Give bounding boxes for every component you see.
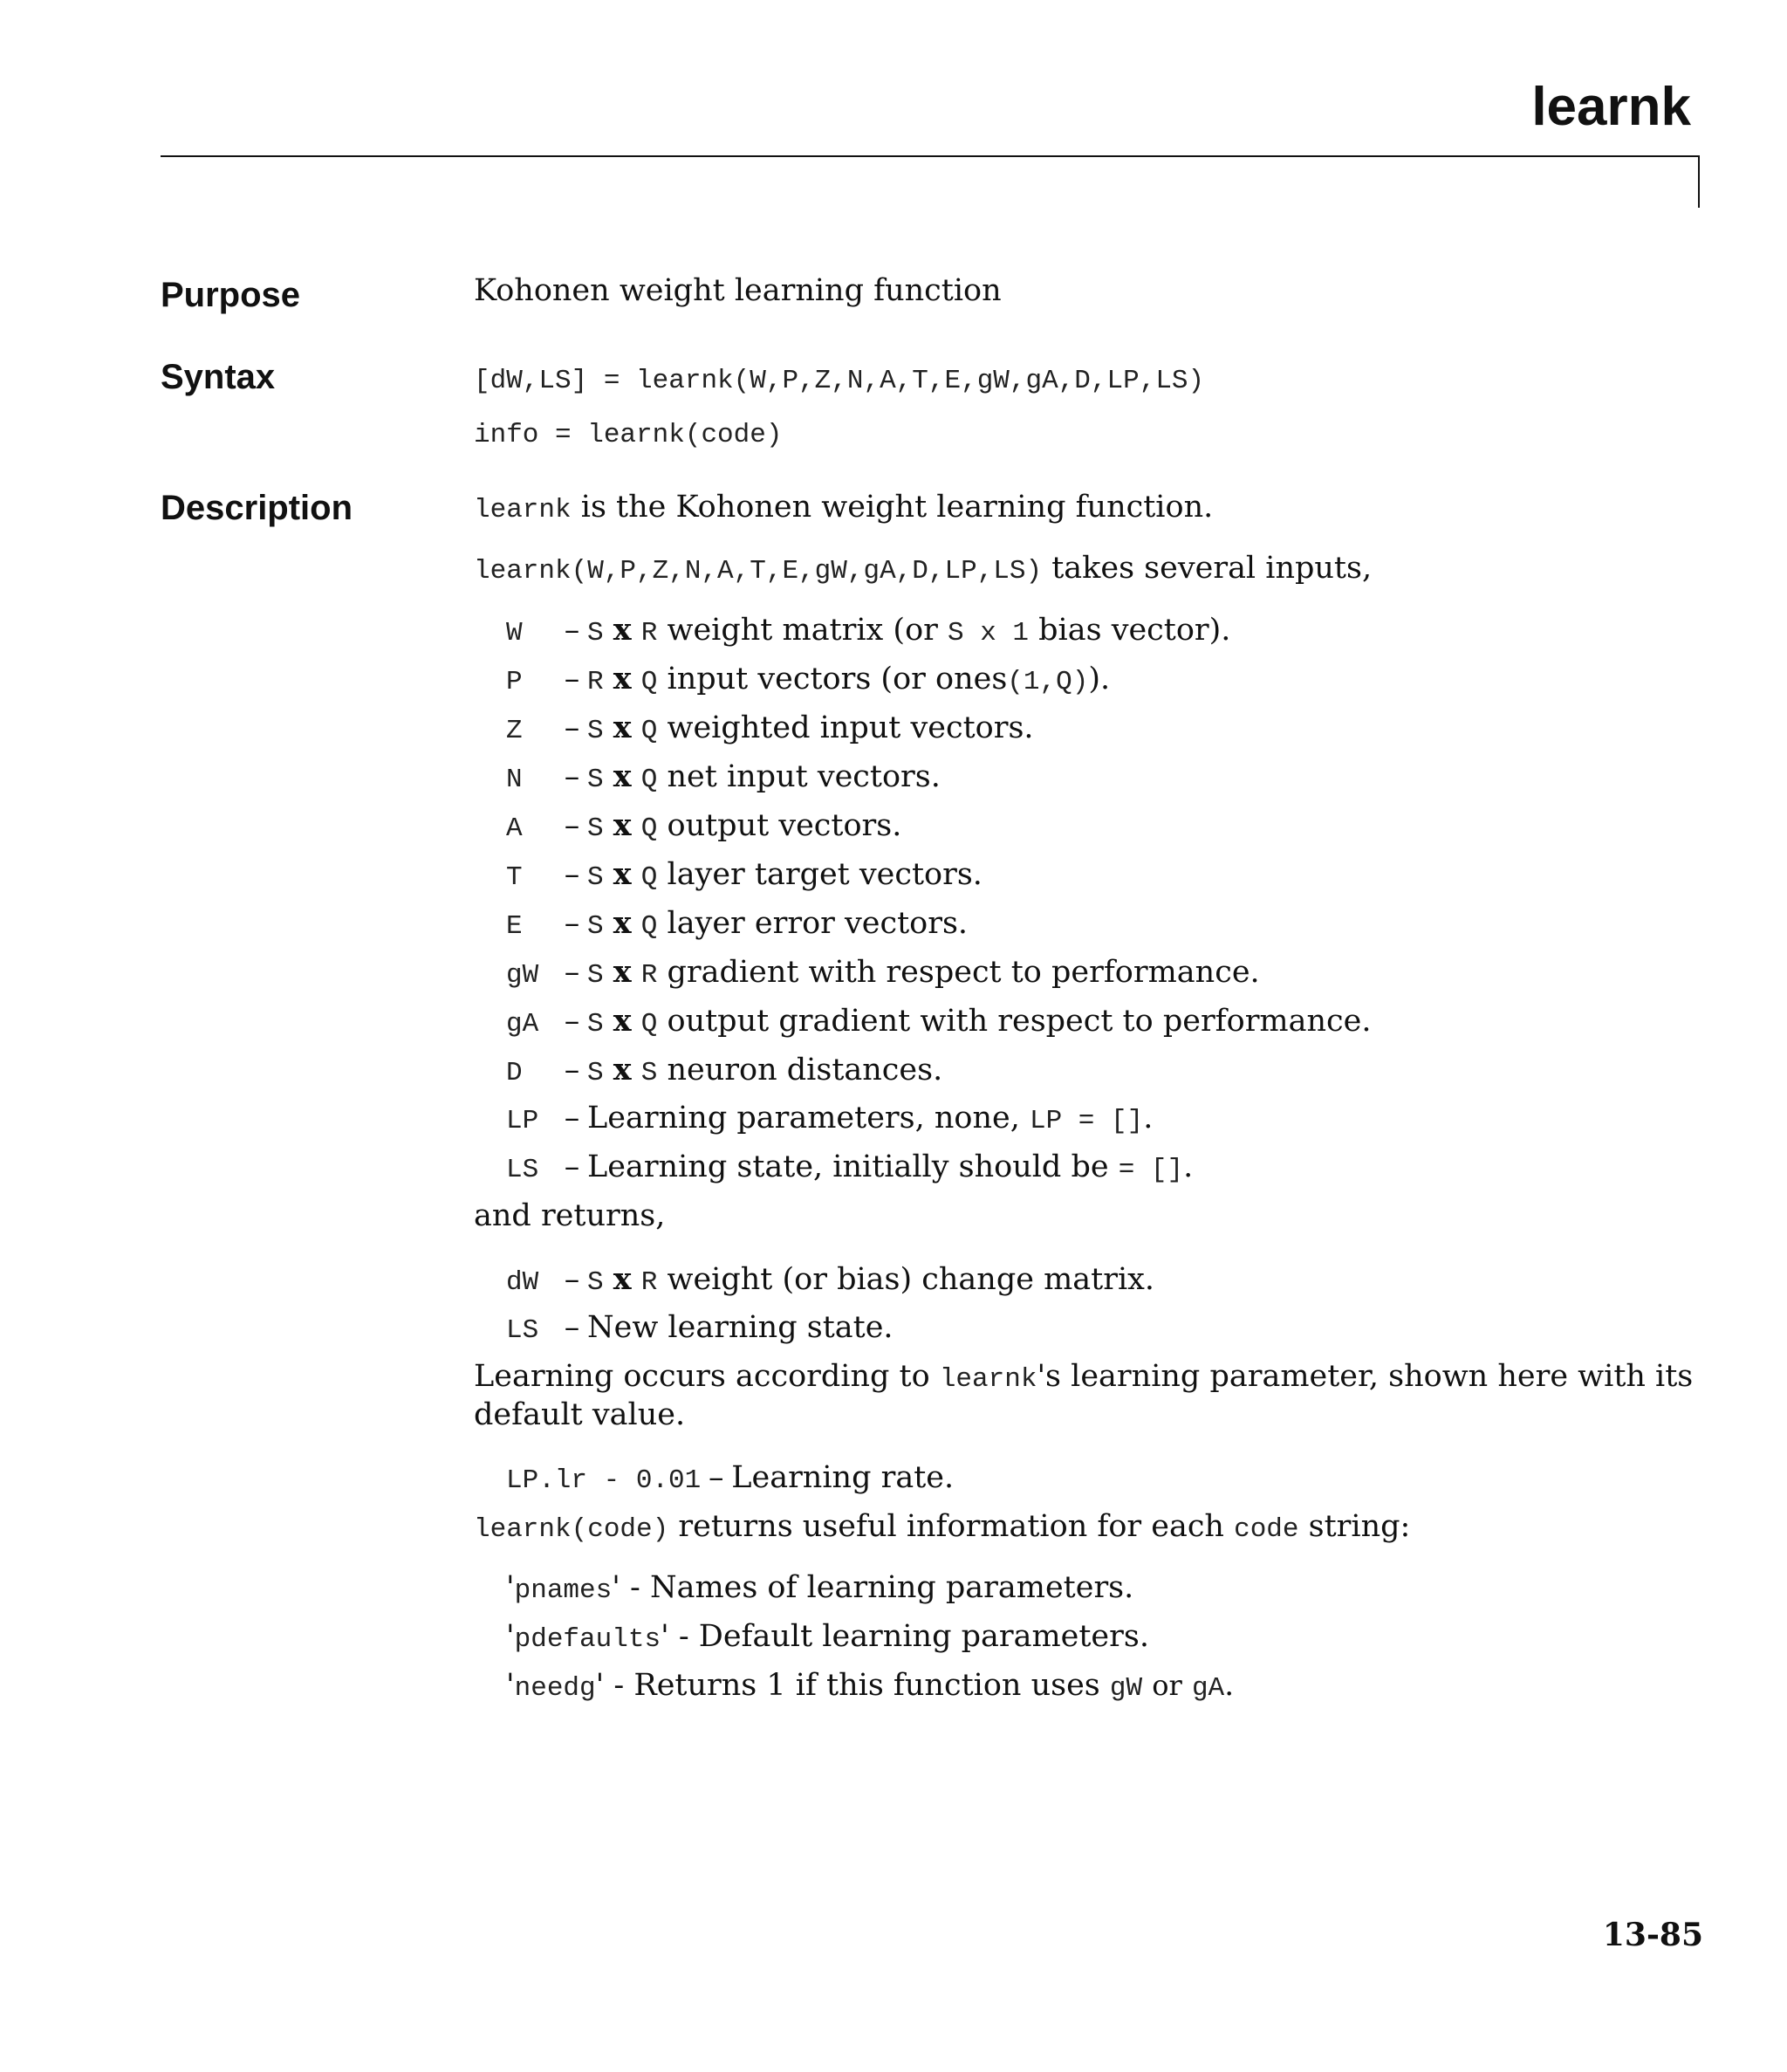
dim-a: S <box>587 618 604 648</box>
param-desc: net input vectors. <box>657 759 941 794</box>
dim-b: Q <box>640 1009 658 1039</box>
description-intro <box>474 489 1213 528</box>
dim-b: Q <box>640 765 658 795</box>
dim-a: S <box>587 960 604 991</box>
param-desc: Learning state, initially should be <box>587 1149 1119 1184</box>
dim-a: S <box>587 1009 604 1039</box>
input-item-t: T – S x Q layer target vectors. <box>506 855 983 895</box>
inline-code: learnk <box>474 495 572 525</box>
param-desc: layer target vectors. <box>657 857 983 892</box>
inline-code: learnk <box>939 1364 1037 1395</box>
inline-code: learnk(W,P,Z,N,A,T,E,gW,gA,D,LP,LS) <box>474 556 1043 587</box>
input-item-a: A – S x Q output vectors. <box>506 806 901 847</box>
dim-a: S <box>587 1267 604 1298</box>
option-text-end: . <box>1224 1668 1235 1703</box>
param-name: Z <box>506 716 523 746</box>
dim-b: R <box>640 618 658 648</box>
purpose-text: Kohonen weight learning function <box>474 273 1002 308</box>
learning-text: 's learning parameter, shown here with its <box>1037 1359 1694 1394</box>
inline-code: code <box>1234 1514 1299 1545</box>
dim-b: R <box>640 960 658 991</box>
inline-code: LP.lr - 0.01 <box>506 1465 702 1496</box>
dim-a: S <box>587 1058 604 1088</box>
inline-code: LP = [] <box>1029 1106 1144 1136</box>
option-code: pdefaults <box>514 1624 661 1655</box>
code-call-text: returns useful information for each <box>668 1509 1235 1544</box>
learning-text: Learning occurs according to <box>474 1359 940 1394</box>
param-desc: weight matrix (or <box>657 613 948 648</box>
param-name: W <box>506 618 523 648</box>
option-text: - Default learning parameters. <box>668 1619 1149 1654</box>
input-item-d: D – S x S neuron distances. <box>506 1051 942 1091</box>
input-item-ga: gA – S x Q output gradient with respect to performance. <box>506 1002 1371 1042</box>
intro-text: is the Kohonen weight learning function. <box>571 490 1214 525</box>
param-desc: output gradient with respect to performance. <box>657 1004 1372 1039</box>
code-call-text: string: <box>1298 1509 1411 1544</box>
param-desc: weighted input vectors. <box>657 710 1034 745</box>
output-item-dw: dW – S x R weight (or bias) change matrix. <box>506 1260 1154 1300</box>
header-rule-corner <box>1698 155 1700 208</box>
dim-b: Q <box>640 862 658 893</box>
option-code: needg <box>514 1673 596 1704</box>
inline-code: (1,Q) <box>1007 667 1089 697</box>
param-name: T <box>506 862 523 893</box>
param-name: LP <box>506 1106 539 1136</box>
param-desc-end: . <box>1143 1101 1154 1135</box>
param-desc: layer error vectors. <box>657 906 969 941</box>
param-desc: neuron distances. <box>657 1053 943 1087</box>
option-text: - Returns 1 if this function uses <box>604 1668 1110 1703</box>
dim-b: Q <box>640 911 658 942</box>
inline-code: gA <box>1191 1673 1225 1704</box>
param-name: A <box>506 813 523 844</box>
dim-b: Q <box>640 813 658 844</box>
syntax-line-2: info = learnk(code) <box>474 420 783 450</box>
description-heading: Description <box>161 489 353 527</box>
page-number: 13-85 <box>1602 1917 1703 1953</box>
option-text: - Names of learning parameters. <box>620 1570 1134 1605</box>
code-option-pnames: 'pnames' - Names of learning parameters. <box>506 1570 1134 1606</box>
dim-a: R <box>587 667 604 697</box>
syntax-line-1: [dW,LS] = learnk(W,P,Z,N,A,T,E,gW,gA,D,LP,LS) <box>474 366 1205 396</box>
param-name: gA <box>506 1009 539 1039</box>
purpose-heading: Purpose <box>161 276 301 314</box>
dim-a: S <box>587 765 604 795</box>
description-call <box>474 550 1372 589</box>
returns-label: and returns, <box>474 1198 666 1233</box>
input-item-e: E – S x Q layer error vectors. <box>506 904 968 944</box>
dim-b: Q <box>640 667 658 697</box>
output-item-ls: LS – New learning state. <box>506 1309 894 1348</box>
option-code: pnames <box>514 1575 613 1606</box>
input-item-p: P – R x Q input vectors (or ones(1,Q)). <box>506 660 1110 700</box>
param-desc: gradient with respect to performance. <box>657 955 1260 990</box>
param-desc-end: bias vector). <box>1029 613 1231 648</box>
code-option-needg: 'needg' - Returns 1 if this function uses gW or gA. <box>506 1668 1235 1704</box>
param-desc-end: . <box>1183 1149 1194 1184</box>
param-name: N <box>506 765 523 795</box>
inline-code: learnk(code) <box>474 1514 669 1545</box>
param-desc: New learning state. <box>587 1310 894 1345</box>
param-desc: output vectors. <box>657 808 902 843</box>
input-item-gw: gW – S x R gradient with respect to performance. <box>506 953 1260 993</box>
inline-code: S x 1 <box>948 618 1030 648</box>
param-name: dW <box>506 1267 539 1298</box>
param-name: E <box>506 911 523 942</box>
learning-paragraph-line-2: default value. <box>474 1397 686 1432</box>
input-item-w: W – S x R weight matrix (or S x 1 bias vector). <box>506 611 1230 651</box>
inline-code: gW <box>1109 1673 1143 1704</box>
param-desc: Learning rate. <box>731 1460 955 1495</box>
header-rule <box>161 155 1700 157</box>
param-desc: weight (or bias) change matrix. <box>657 1262 1154 1297</box>
inline-code: = [] <box>1118 1155 1184 1185</box>
input-item-z: Z – S x Q weighted input vectors. <box>506 709 1034 749</box>
call-text: takes several inputs, <box>1042 551 1373 586</box>
syntax-heading: Syntax <box>161 358 276 396</box>
dim-a: S <box>587 716 604 746</box>
param-name: D <box>506 1058 523 1088</box>
param-name: LS <box>506 1155 539 1185</box>
input-item-ls: LS – Learning state, initially should be = []. <box>506 1149 1193 1188</box>
lp-lr-item: LP.lr - 0.01 – Learning rate. <box>506 1460 955 1496</box>
param-name: P <box>506 667 523 697</box>
param-desc: Learning parameters, none, <box>587 1101 1030 1135</box>
option-text: or <box>1152 1669 1182 1702</box>
dim-b: S <box>640 1058 658 1088</box>
learning-paragraph-line-1 <box>474 1358 1693 1397</box>
code-call-line <box>474 1508 1410 1547</box>
param-desc: input vectors (or ones <box>657 662 1008 696</box>
input-item-lp: LP – Learning parameters, none, LP = []. <box>506 1100 1153 1139</box>
input-item-n: N – S x Q net input vectors. <box>506 758 941 798</box>
dim-a: S <box>587 911 604 942</box>
dim-a: S <box>587 862 604 893</box>
param-name: gW <box>506 960 539 991</box>
param-desc-end: ). <box>1088 662 1111 696</box>
param-name: LS <box>506 1315 539 1346</box>
dim-b: Q <box>640 716 658 746</box>
dim-a: S <box>587 813 604 844</box>
code-option-pdefaults: 'pdefaults' - Default learning parameters. <box>506 1619 1149 1655</box>
page-title: learnk <box>1531 77 1691 137</box>
dim-b: R <box>640 1267 658 1298</box>
